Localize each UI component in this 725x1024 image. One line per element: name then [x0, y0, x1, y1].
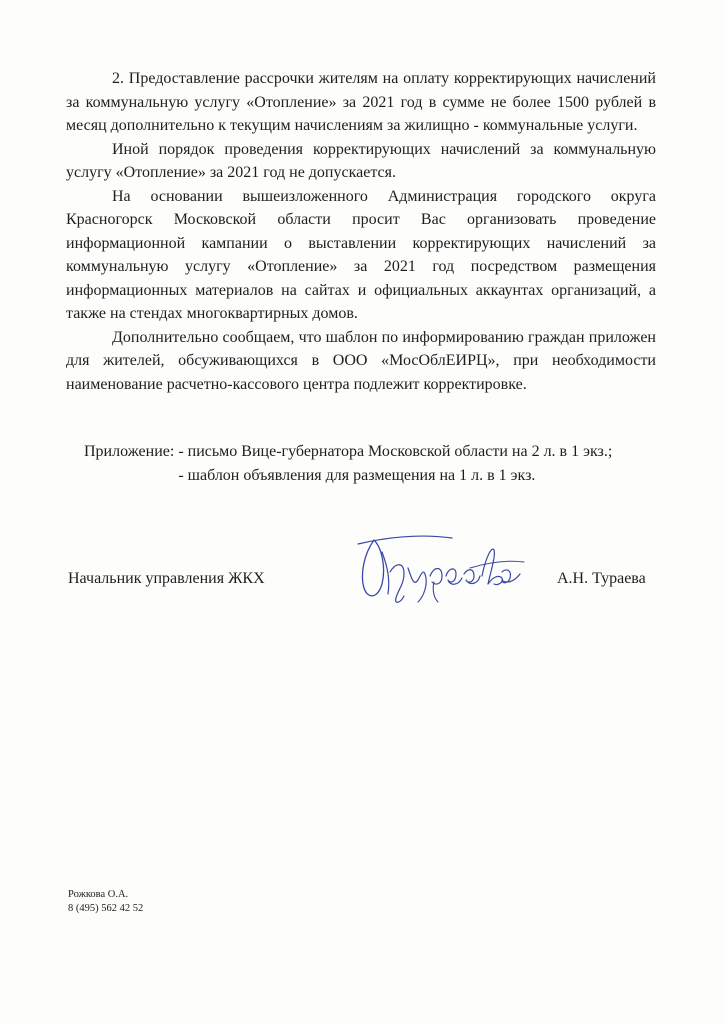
handwritten-signature	[352, 528, 532, 610]
executor-phone: 8 (495) 562 42 52	[68, 902, 144, 914]
appendix-label: Приложение:	[84, 443, 175, 460]
appendix-block	[84, 440, 664, 487]
appendix-item: - шаблон объявления для размещения на 1 л. в 1 экз.	[178, 466, 536, 484]
paragraph-template-note: Дополнительно сообщаем, что шаблон по информированию граждан приложен для жителей, обсуживающихся в ООО «МосОблЕИРЦ», при необходимости наименование расчетно-кассового центра подлежит корректировке.	[66, 328, 656, 393]
executor-block	[68, 888, 143, 915]
appendix-list	[178, 440, 612, 487]
paragraph-request: На основании вышеизложенного Администрация городского округа Красногорск Московской области просит Вас организовать проведение информационной кампании о выставлении корректирующих начислений за коммунальную услугу «Отопление» за 2021 год посредством размещения информационных материалов на сайтах и официальных аккаунтах организаций, а также на стендах многоквартирных домов.	[66, 187, 656, 322]
appendix-item: - письмо Вице-губернатора Московской области на 2 л. в 1 экз.;	[178, 443, 613, 460]
signatory-name: А.Н. Тураева	[557, 570, 646, 587]
paragraph-installment: 2. Предоставление рассрочки жителям на оплату корректирующих начислений за коммунальную услугу «Отопление» за 2021 год в сумме не более 1500 рублей в месяц дополнительно к текущим начислениям за жилищно - коммунальные услуги.	[66, 70, 656, 134]
paragraph-other-order: Иной порядок проведения корректирующих начислений за коммунальную услугу «Отопление» за 2021 год не допускается.	[66, 140, 656, 181]
signatory-title: Начальник управления ЖКХ	[68, 570, 265, 587]
letter-body	[66, 67, 656, 396]
executor-name: Рожкова О.А.	[68, 889, 129, 900]
